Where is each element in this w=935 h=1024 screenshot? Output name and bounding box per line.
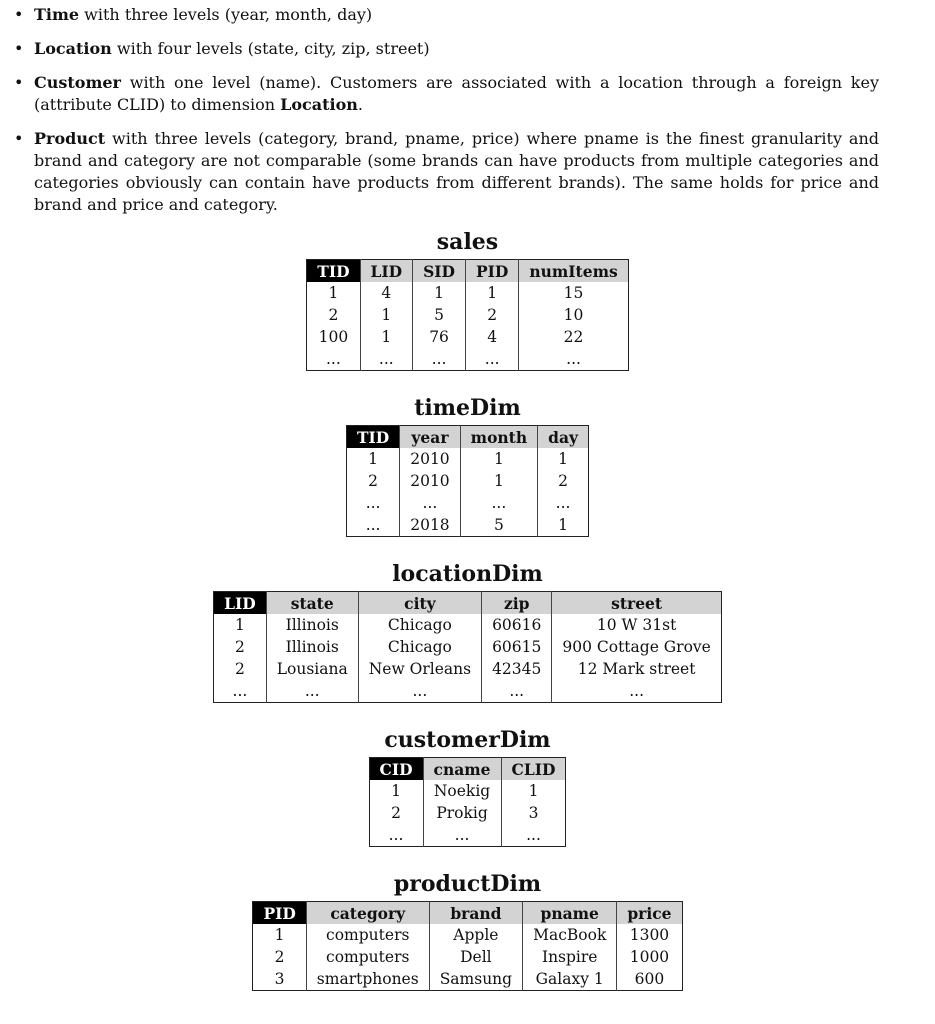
column-header: LID [360,260,413,283]
bullet-text: . [357,95,363,114]
bullet-text: with three levels (category, brand, pname, price) where pname is the finest granularity and brand and category are not comparable (some brands can have products from multiple categories and categories obviously can contain have products from different brands). The same holds for price and brand and price and category. [34,129,879,214]
table-cell: 2010 [400,448,460,470]
table-row [307,282,628,304]
table-cell: Galaxy 1 [523,968,617,991]
table-row [346,492,588,514]
table-row [307,348,628,371]
bullet-location [14,38,879,60]
table-row [346,514,588,537]
table-row [307,326,628,348]
bullet-term: Product [34,129,106,148]
table-cell: 60615 [482,636,552,658]
table-cell: Illinois [266,636,358,658]
table-cell: Lousiana [266,658,358,680]
table-cell: 1 [413,282,466,304]
table-cell: 1 [460,448,537,470]
table-cell: Noekig [423,780,501,802]
column-header: price [617,902,682,925]
column-header: brand [429,902,522,925]
table-cell: 42345 [482,658,552,680]
table-cell: 60616 [482,614,552,636]
table-cell: computers [306,924,429,946]
column-header: city [358,592,481,615]
table-cell: 2010 [400,470,460,492]
column-header: PID [466,260,519,283]
bullet-dot: • [14,39,24,58]
table-cell: 1 [368,450,379,468]
table-cell: ... [519,348,628,371]
table-cell: Chicago [358,636,481,658]
column-header: state [266,592,358,615]
table-cell: 1 [538,514,589,537]
table-cell: 1 [328,284,339,302]
table-cell: ... [326,350,341,368]
productDim-table-block [0,871,935,991]
bullet-text: with four levels (state, city, zip, street) [111,39,430,58]
sales-table-block [0,229,935,371]
table-cell: 1 [466,282,519,304]
table-cell: ... [460,492,537,514]
table-cell: 76 [413,326,466,348]
table-cell: 600 [617,968,682,991]
table-cell: computers [306,946,429,968]
column-header: day [538,426,589,449]
bullet-text: with one level (name). Customers are associated with a location through a foreign key (attribute CLID) to dimension [34,73,879,114]
table-cell: 100 [318,328,349,346]
table-row [369,780,566,802]
bullet-dot: • [14,73,24,92]
timeDim-title: timeDim [414,395,521,421]
sales-table [306,259,628,371]
table-row [214,636,722,658]
table-row [253,968,682,991]
column-header: zip [482,592,552,615]
column-header: CLID [501,758,566,781]
bullet-time [14,4,879,26]
table-row [214,614,722,636]
table-row [369,802,566,824]
customerDim-table-block [0,727,935,847]
table-cell: 1 [360,304,413,326]
table-header-row [307,260,628,283]
table-cell: 1 [538,448,589,470]
table-cell: 2 [538,470,589,492]
table-cell: ... [501,824,566,847]
table-cell: ... [552,680,721,703]
column-header: PID [253,902,306,925]
table-cell: 1300 [617,924,682,946]
column-header: street [552,592,721,615]
table-cell: 4 [360,282,413,304]
timeDim-table-block [0,395,935,537]
table-cell: Samsung [429,968,522,991]
table-cell: 4 [466,326,519,348]
table-cell: 2 [234,660,245,678]
column-header: TID [307,260,360,283]
table-row [214,680,722,703]
productDim-table [252,901,682,991]
locationDim-table [213,591,722,703]
table-row [346,448,588,470]
table-cell: 22 [519,326,628,348]
column-header: numItems [519,260,628,283]
table-cell: ... [360,348,413,371]
table-cell: ... [232,682,248,700]
table-cell: Prokig [423,802,501,824]
table-cell: 2 [274,948,285,966]
bullet-customer [14,72,879,116]
bullet-dot: • [14,129,24,148]
table-row [214,658,722,680]
table-row [369,824,566,847]
table-cell: ... [482,680,552,703]
table-cell: 1 [234,616,245,634]
table-cell: Illinois [266,614,358,636]
table-cell: ... [423,824,501,847]
table-cell: New Orleans [358,658,481,680]
bullet-term: Location [34,39,112,58]
column-header: TID [346,426,399,449]
table-cell: smartphones [306,968,429,991]
table-cell: 3 [274,970,285,988]
table-cell: 5 [413,304,466,326]
table-cell: 1 [391,782,401,800]
table-cell: 2 [368,472,379,490]
table-cell: ... [365,494,381,512]
table-cell: 1 [274,926,285,944]
table-cell: 1 [460,470,537,492]
table-header-row [346,426,588,449]
table-cell: 1000 [617,946,682,968]
column-header: CID [369,758,423,781]
table-cell: 12 Mark street [552,658,721,680]
table-cell: 2018 [400,514,460,537]
table-cell: 10 W 31st [552,614,721,636]
bullet-term: Time [34,5,80,24]
table-cell: 1 [501,780,566,802]
table-header-row [214,592,722,615]
table-cell: 5 [460,514,537,537]
table-cell: MacBook [523,924,617,946]
table-cell: ... [358,680,481,703]
table-cell: 2 [466,304,519,326]
table-cell: Chicago [358,614,481,636]
table-cell: 2 [328,306,339,324]
locationDim-title: locationDim [392,561,543,587]
table-row [307,304,628,326]
table-cell: Apple [429,924,522,946]
table-cell: 3 [501,802,566,824]
table-cell: ... [538,492,589,514]
table-cell: ... [413,348,466,371]
column-header: month [460,426,537,449]
table-cell: 2 [234,638,245,656]
column-header: SID [413,260,466,283]
table-row [253,946,682,968]
table-cell: 1 [360,326,413,348]
table-cell: 10 [519,304,628,326]
table-cell: Inspire [523,946,617,968]
bullet-product [14,128,879,216]
column-header: year [400,426,460,449]
table-cell: 15 [519,282,628,304]
column-header: LID [214,592,267,615]
bullet-text: with three levels (year, month, day) [79,5,373,24]
bullet-list [14,4,879,228]
table-header-row [253,902,682,925]
column-header: cname [423,758,501,781]
locationDim-table-block [0,561,935,703]
bullet-dot: • [14,5,24,24]
column-header: category [306,902,429,925]
table-row [253,924,682,946]
table-cell: ... [466,348,519,371]
table-cell: ... [388,826,404,844]
table-cell: ... [266,680,358,703]
bullet-term: Location [280,95,358,114]
column-header: pname [523,902,617,925]
sales-title: sales [436,229,499,255]
table-cell: 2 [391,804,401,822]
productDim-title: productDim [393,871,542,897]
table-header-row [369,758,566,781]
timeDim-table [346,425,589,537]
customerDim-table [369,757,567,847]
customerDim-title: customerDim [384,727,551,753]
table-cell: Dell [429,946,522,968]
table-row [346,470,588,492]
table-cell: ... [400,492,460,514]
table-cell: 900 Cottage Grove [552,636,721,658]
bullet-term: Customer [34,73,121,92]
table-cell: ... [365,516,381,534]
